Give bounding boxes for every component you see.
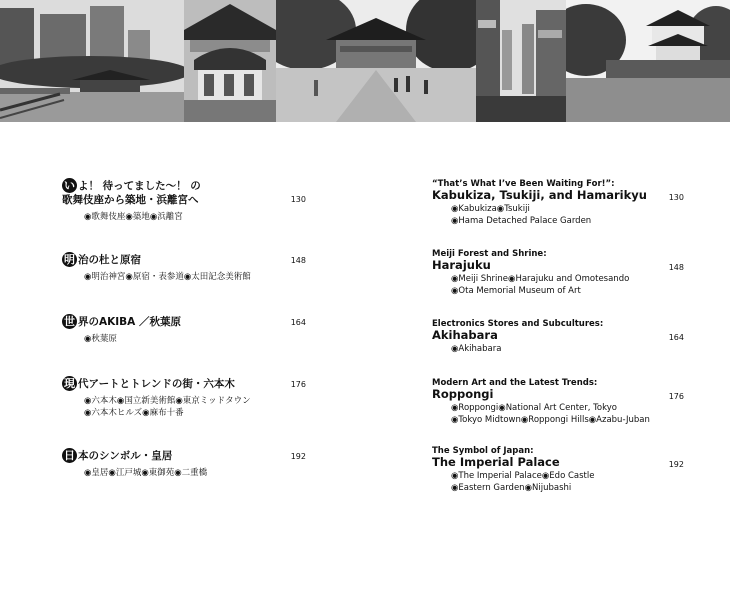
toc-entry-en-title-text: The Imperial Palace: [432, 455, 560, 469]
toc-entry-en-roppongi: [432, 378, 690, 426]
toc-entry-en-title: [432, 329, 690, 342]
toc-entry-jp-page: 176: [290, 380, 306, 389]
toc-entry-jp-subitems: [62, 395, 312, 419]
toc-entry-en-akihabara: [432, 319, 690, 355]
toc-entry-jp-title-line: 代アートとトレンドの街・六本木: [78, 378, 235, 390]
toc-entry-en-kabukiza: [432, 179, 690, 227]
toc-entry-jp-title: [62, 314, 312, 329]
toc-entry-jp-title-line: 本のシンボル・皇居: [78, 450, 173, 462]
photo-strip: [0, 0, 730, 122]
toc-entry-en-kicker: Electronics Stores and Subcultures:: [432, 319, 604, 329]
toc-entry-en-kicker: Meiji Forest and Shrine:: [432, 249, 547, 259]
toc-entry-jp-title: [62, 448, 312, 463]
toc-entry-en-page: 148: [668, 263, 684, 272]
toc-entry-jp-initial: 明: [64, 253, 75, 266]
toc-entry-jp-initial: 日: [64, 449, 75, 462]
toc-entry-en-subline: ◉The Imperial Palace◉Edo Castle: [451, 471, 595, 481]
photo-meiji-shrine: [276, 0, 476, 122]
toc-entry-en-title: [432, 189, 690, 202]
photo-imperial-palace-moat: [566, 0, 730, 122]
toc-entry-en-subline: ◉Ota Memorial Museum of Art: [451, 286, 581, 296]
toc-entry-en-kicker: Modern Art and the Latest Trends:: [432, 378, 598, 388]
toc-entry-jp-title-line: 治の杜と原宿: [78, 254, 141, 266]
toc-entry-en-subline: ◉Kabukiza◉Tsukiji: [451, 204, 530, 214]
toc-entry-en-title: [432, 456, 690, 469]
toc-entry-en-page: 176: [668, 392, 684, 401]
toc-entry-en-kicker: “That’s What I’ve Been Waiting For!”:: [432, 179, 615, 189]
toc-entry-jp-subitems: ◉明治神宮◉原宿・表参道◉太田記念美術館: [84, 272, 251, 282]
toc-entry-en-subitems: ◉Akihabara: [451, 344, 502, 354]
toc-entry-en-subline: ◉Tokyo Midtown◉Roppongi Hills◉Azabu-Juban: [451, 415, 650, 425]
toc-entry-jp-initial: い: [64, 179, 75, 192]
toc-entry-jp-title-line: 歌舞伎座から築地・浜離宮へ: [62, 194, 199, 206]
toc-entry-jp-subitems: ◉秋葉原: [84, 334, 117, 344]
photo-kabukiza-facade: [184, 0, 276, 122]
toc-entry-jp-subitems: ◉歌舞伎座◉築地◉浜離宮: [84, 212, 183, 222]
toc-entry-en-title-text: Roppongi: [432, 387, 494, 401]
toc-entry-jp-title-line: よ！ 待ってました～！ の: [78, 180, 201, 192]
toc-entry-jp-page: 148: [290, 256, 306, 265]
toc-entry-jp-akihabara: [62, 314, 312, 345]
toc-entry-en-kicker: The Symbol of Japan:: [432, 446, 534, 456]
toc-entry-en-title-text: Akihabara: [432, 328, 498, 342]
toc-entry-en-subitems: [432, 470, 690, 494]
toc-entry-jp-subitems: ◉皇居◉江戸城◉東御苑◉二重橋: [84, 468, 208, 478]
toc-entry-en-subitems: [432, 203, 690, 227]
toc-entry-en-subitems: [432, 273, 690, 297]
toc-entry-en-subline: ◉Roppongi◉National Art Center, Tokyo: [451, 403, 617, 413]
toc-entry-en-page: 192: [668, 460, 684, 469]
toc-entry-jp-subline: ◉六本木◉国立新美術館◉東京ミッドタウン: [84, 396, 251, 406]
toc-entry-jp-subline: ◉六本木ヒルズ◉麻布十番: [84, 408, 184, 418]
toc-entry-en-harajuku: [432, 249, 690, 297]
toc-entry-jp-kabukiza: [62, 178, 312, 223]
toc-entry-en-title-text: Kabukiza, Tsukiji, and Hamarikyu: [432, 188, 647, 202]
toc-entry-jp-title: [62, 178, 312, 207]
toc-entry-jp-page: 164: [290, 318, 306, 327]
toc-entry-jp-title: [62, 376, 312, 391]
toc-entry-en-page: 130: [668, 193, 684, 202]
photo-akihabara-street: [476, 0, 566, 122]
toc-entry-en-imperial-palace: [432, 446, 690, 494]
toc-entry-jp-harajuku: [62, 252, 312, 283]
toc-entry-en-title: [432, 259, 690, 272]
toc-entry-en-subline: ◉Eastern Garden◉Nijubashi: [451, 483, 572, 493]
toc-entry-en-page: 164: [668, 333, 684, 342]
toc-entry-en-subline: ◉Hama Detached Palace Garden: [451, 216, 592, 226]
toc-entry-jp-page: 130: [290, 195, 306, 204]
toc-entry-jp-initial: 現: [64, 377, 75, 390]
photo-hamarikyu-teahouse: [0, 0, 184, 122]
toc-entry-jp-title: [62, 252, 312, 267]
toc-entry-jp-roppongi: [62, 376, 312, 419]
toc-entry-jp-title-line: 界のAKIBA ／秋葉原: [78, 316, 181, 328]
toc-entry-jp-page: 192: [290, 452, 306, 461]
toc-entry-en-subitems: [432, 402, 690, 426]
toc-entry-en-subline: ◉Meiji Shrine◉Harajuku and Omotesando: [451, 274, 630, 284]
toc-entry-jp-initial: 世: [64, 315, 75, 328]
toc-entry-jp-imperial-palace: [62, 448, 312, 479]
toc-entry-en-title: [432, 388, 690, 401]
toc-entry-en-title-text: Harajuku: [432, 258, 491, 272]
